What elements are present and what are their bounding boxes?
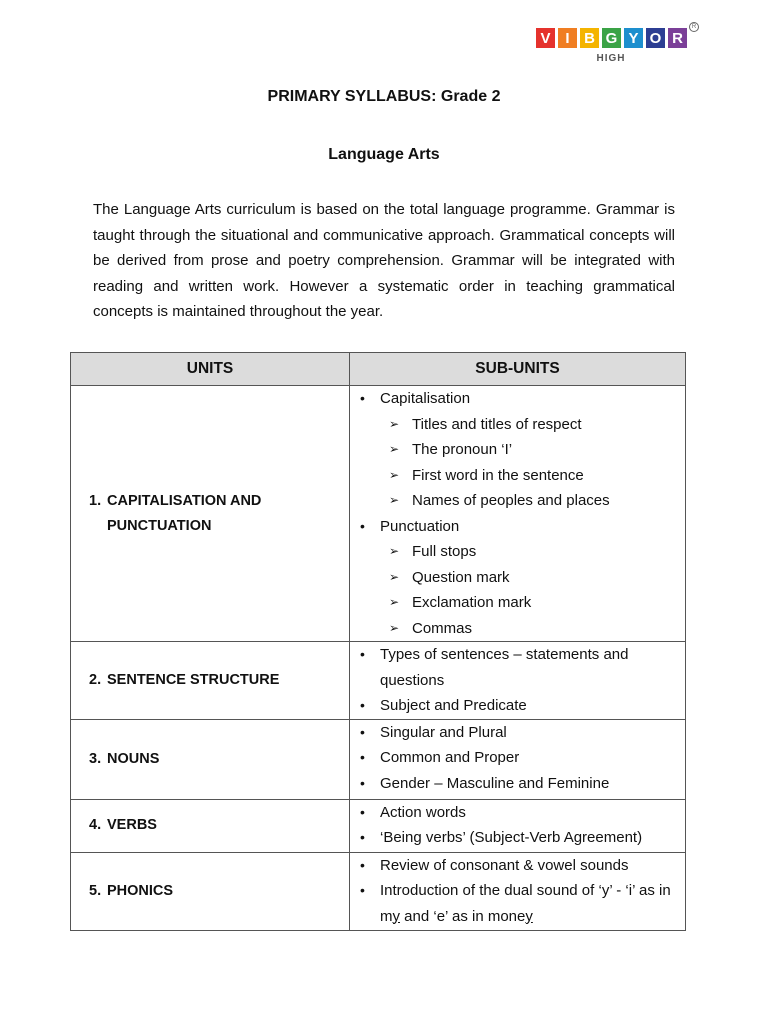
sub-units-cell (350, 642, 686, 720)
unit-cell (71, 642, 350, 720)
unit-number: 4. (89, 817, 102, 833)
list-item: • Singular and Plural (358, 720, 679, 746)
arrow-bullet-icon: ➢ (389, 620, 400, 635)
table-row (71, 386, 686, 642)
list-item (358, 386, 679, 514)
arrow-bullet-icon: ➢ (389, 416, 400, 431)
registered-mark-icon: R (689, 22, 699, 32)
intro-paragraph: The Language Arts curriculum is based on the total language programme. Grammar is taught through the situational and communicative approach. Grammatical concepts will be derived from prose and poetry comprehension. Grammar will be integrated with reading and written work. However a systematic order in teaching grammatical concepts is maintained throughout the year. (93, 201, 675, 320)
unit-number: 2. (89, 671, 102, 688)
list-item: • Review of consonant & vowel sounds (358, 853, 679, 879)
logo-tiles (536, 28, 696, 48)
vibgyor-logo (536, 24, 697, 68)
units-header: UNITS (71, 353, 350, 386)
arrow-bullet-icon: ➢ (389, 493, 400, 507)
sub-units-cell (350, 719, 686, 799)
table-header-row (71, 353, 686, 386)
list-item: ➢ Full stops (380, 539, 679, 565)
list-item: ➢ Titles and titles of respect (380, 412, 679, 438)
logo-tile: V (536, 28, 555, 48)
syllabus-table (70, 352, 686, 931)
unit-cell (71, 386, 350, 642)
arrow-bullet-icon: ➢ (389, 595, 400, 609)
unit-title: NOUNS (107, 750, 160, 767)
sub-units-header: SUB-UNITS (350, 353, 686, 386)
topic-label: Punctuation (380, 517, 460, 535)
list-item: • Action words (358, 800, 679, 826)
arrow-bullet-icon: ➢ (389, 442, 400, 456)
unit-title-continued: PUNCTUATION (107, 517, 212, 534)
section-title: Language Arts (328, 146, 440, 163)
logo-tile: R (668, 28, 687, 48)
logo-tile: I (558, 28, 577, 48)
logo-tile: B (580, 28, 599, 48)
arrow-bullet-icon: ➢ (389, 467, 400, 482)
unit-title: CAPITALISATION AND (107, 492, 262, 509)
logo-tile: G (602, 28, 621, 48)
topic-label: Capitalisation (380, 390, 471, 407)
list-item: ➢ Question mark (380, 565, 679, 591)
unit-cell (71, 852, 350, 930)
list-item: ➢ First word in the sentence (380, 463, 679, 489)
unit-cell (71, 799, 350, 852)
logo-subtitle: HIGH (596, 53, 626, 64)
list-item: ➢ Commas (380, 616, 679, 642)
list-item: ➢ Names of peoples and places (380, 488, 679, 514)
sub-units-cell (350, 386, 686, 642)
unit-title: VERBS (107, 817, 157, 833)
table-row (71, 642, 686, 720)
list-item: • Subject and Predicate (358, 693, 679, 719)
list-item: ➢ The pronoun ‘I’ (380, 437, 679, 463)
list-item: ➢ Exclamation mark (380, 590, 679, 616)
unit-number: 3. (89, 750, 102, 767)
list-item: • Common and Proper (358, 745, 679, 771)
table-row (71, 799, 686, 852)
table-row (71, 852, 686, 930)
unit-number: 5. (89, 882, 102, 899)
logo-tile: O (646, 28, 665, 48)
unit-cell (71, 719, 350, 799)
unit-number: 1. (89, 492, 102, 509)
list-item: • Gender – Masculine and Feminine (358, 771, 679, 797)
logo-tile: Y (624, 28, 643, 48)
list-item: • Introduction of the dual sound of ‘y’ - ‘i’ as in my and ‘e’ as in money (358, 878, 679, 929)
list-item: • Types of sentences – statements and questions (358, 642, 679, 693)
page-title: PRIMARY SYLLABUS: Grade 2 (267, 88, 501, 105)
table-row (71, 719, 686, 799)
list-item: • ‘Being verbs’ (Subject-Verb Agreement) (358, 825, 679, 851)
sub-units-cell (350, 852, 686, 930)
arrow-bullet-icon: ➢ (389, 569, 400, 584)
list-item (358, 514, 679, 642)
arrow-bullet-icon: ➢ (389, 544, 400, 558)
unit-title: PHONICS (107, 882, 174, 899)
sub-units-cell (350, 799, 686, 852)
unit-title: SENTENCE STRUCTURE (107, 671, 280, 688)
